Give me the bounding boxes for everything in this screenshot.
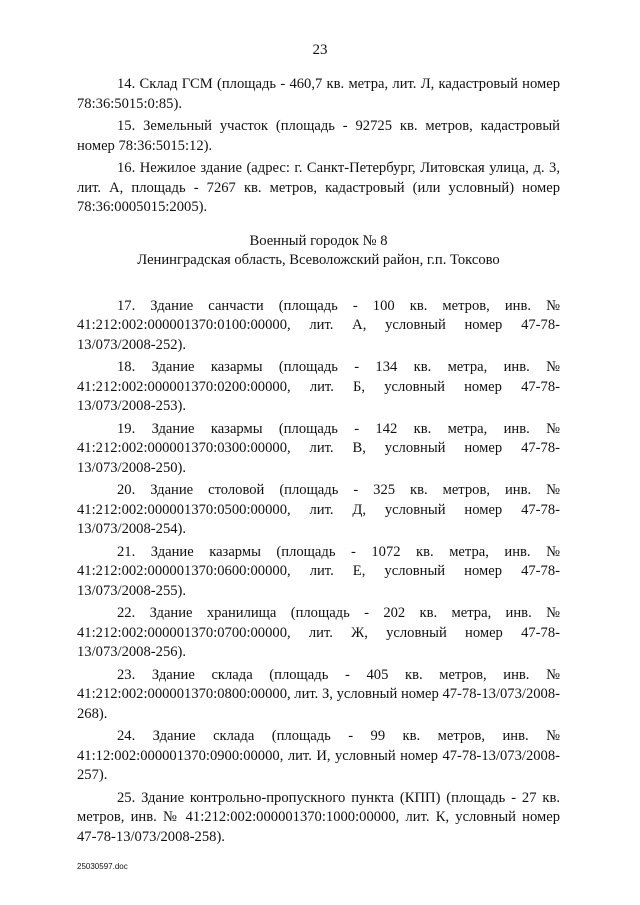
page-number: 23 <box>312 42 328 58</box>
document-body <box>77 75 560 850</box>
list-item-18: 18. Здание казармы (площадь - 134 кв. метра, инв. № 41:212:002:000001370:0200:00000, лит. Б, условный номер 47-78-13/073/2008-253). <box>77 359 560 414</box>
list-item-23: 23. Здание склада (площадь - 405 кв. метров, инв. № 41:212:002:000001370:0800:00000, лит. З, условный номер 47-78-13/073/2008-268). <box>77 666 560 722</box>
list-item-19: 19. Здание казармы (площадь - 142 кв. метра, инв. № 41:212:002:000001370:0300:00000, лит. В, условный номер 47-78-13/073/2008-250). <box>77 420 560 476</box>
file-code: 25030597.doc <box>77 862 128 871</box>
section-title: Военный городок № 8 <box>249 232 388 249</box>
list-item-24: 24. Здание склада (площадь - 99 кв. метров, инв. № 41:12:002:000001370:0900:00000, лит. И, условный номер 47-78-13/073/2008-257). <box>77 728 560 783</box>
section-location: Ленинградская область, Всеволожский район, г.п. Токсово <box>137 252 500 268</box>
list-item-14: 14. Склад ГСМ (площадь - 460,7 кв. метра, лит. Л, кадастровый номер 78:36:5015:0:85). <box>77 76 560 112</box>
list-item-22: 22. Здание хранилища (площадь - 202 кв. метра, инв. № 41:212:002:000001370:0700:00000, лит. Ж, условный номер 47-78-13/073/2008-256). <box>77 605 560 660</box>
list-item-15: 15. Земельный участок (площадь - 92725 кв. метров, кадастровый номер 78:36:5015:12). <box>77 118 560 154</box>
list-item-17: 17. Здание санчасти (площадь - 100 кв. метров, инв. № 41:212:002:000001370:0100:00000, лит. А, условный номер 47-78-13/073/2008-252). <box>77 297 560 353</box>
list-item-25: 25. Здание контрольно-пропускного пункта (КПП) (площадь - 27 кв. метров, инв. № 41:212:002:000001370:1000:00000, лит. К, условный номер 47-78-13/073/2008-258). <box>77 789 560 845</box>
section-heading <box>77 232 560 271</box>
list-item-21: 21. Здание казармы (площадь - 1072 кв. метра, инв. № 41:212:002:000001370:0600:00000, лит. Е, условный номер 47-78-13/073/2008-255). <box>77 543 560 599</box>
list-item-20: 20. Здание столовой (площадь - 325 кв. метров, инв. № 41:212:002:000001370:0500:00000, лит. Д, условный номер 47-78-13/073/2008-254). <box>77 482 560 537</box>
list-item-16: 16. Нежилое здание (адрес: г. Санкт-Петербург, Литовская улица, д. 3, лит. А, площадь - 7267 кв. метров, кадастровый (или условный) номер 78:36:0005015:2005). <box>77 160 560 215</box>
